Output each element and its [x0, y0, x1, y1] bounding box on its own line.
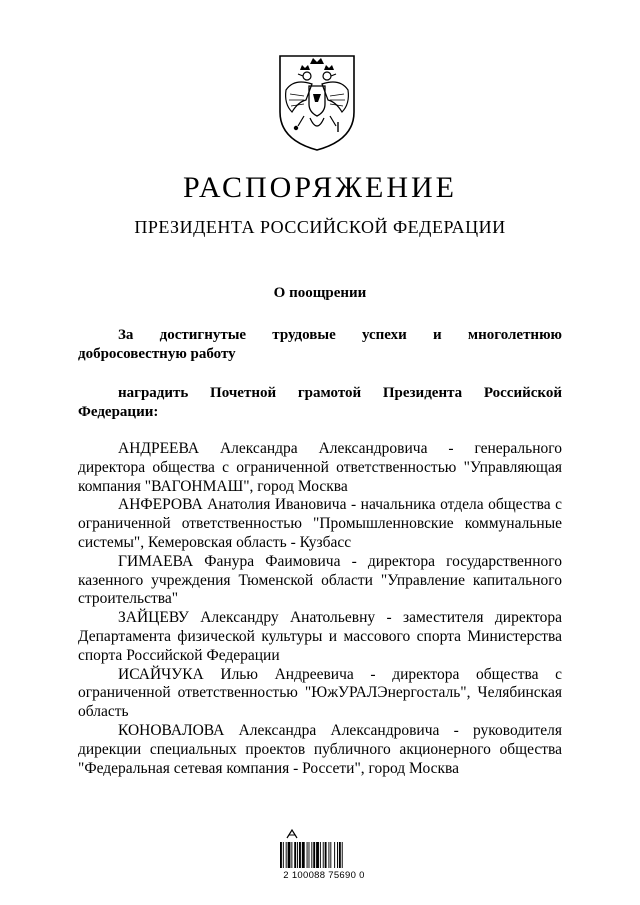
- recipient-item: АНФЕРОВА Анатолия Ивановича - начальника отдела общества с ограниченной ответственностью "Промышленновские коммунальные системы", Кемеровская область - Кузбасс: [78, 496, 562, 551]
- barcode-icon: [280, 842, 368, 868]
- document-subject: О поощрении: [273, 285, 367, 301]
- preamble-paragraph: [78, 326, 562, 364]
- barcode-number: 2 100088 75690 0: [283, 870, 365, 881]
- directive-text: наградить Почетной грамотой Президента Российской Федерации:: [78, 385, 562, 420]
- recipient-item: ГИМАЕВА Фанура Фаимовича - директора государственного казенного учреждения Тюменской области "Управление капитального строительства": [78, 552, 562, 608]
- coat-of-arms-icon: [274, 50, 360, 154]
- document-title: РАСПОРЯЖЕНИЕ: [182, 171, 458, 204]
- recipient-item: ИСАЙЧУКА Илью Андреевича - директора общества с ограниченной ответственностью "ЮжУРАЛЭнергосталь", Челябинская область: [78, 665, 562, 721]
- barcode-block: [276, 828, 372, 884]
- recipient-item: ЗАЙЦЕВУ Александру Анатольевну - заместителя директора Департамента физической культуры и массового спорта Министерства спорта Российской Федерации: [78, 609, 562, 664]
- preamble-text: За достигнутые трудовые успехи и многолетнюю добросовестную работу: [78, 327, 562, 362]
- directive-paragraph: [78, 384, 562, 422]
- document-subtitle: ПРЕЗИДЕНТА РОССИЙСКОЙ ФЕДЕРАЦИИ: [134, 217, 506, 237]
- recipient-item: АНДРЕЕВА Александра Александровича - генерального директора общества с ограниченной ответственностью "Управляющая компания "ВАГОНМАШ", город Москва: [78, 440, 562, 495]
- registration-mark-icon: [286, 828, 298, 840]
- recipients-list: [78, 440, 562, 778]
- recipient-item: КОНОВАЛОВА Александра Александровича - руководителя дирекции специальных проектов публичного акционерного общества "Федеральная сетевая компания - Россети", город Москва: [78, 721, 562, 777]
